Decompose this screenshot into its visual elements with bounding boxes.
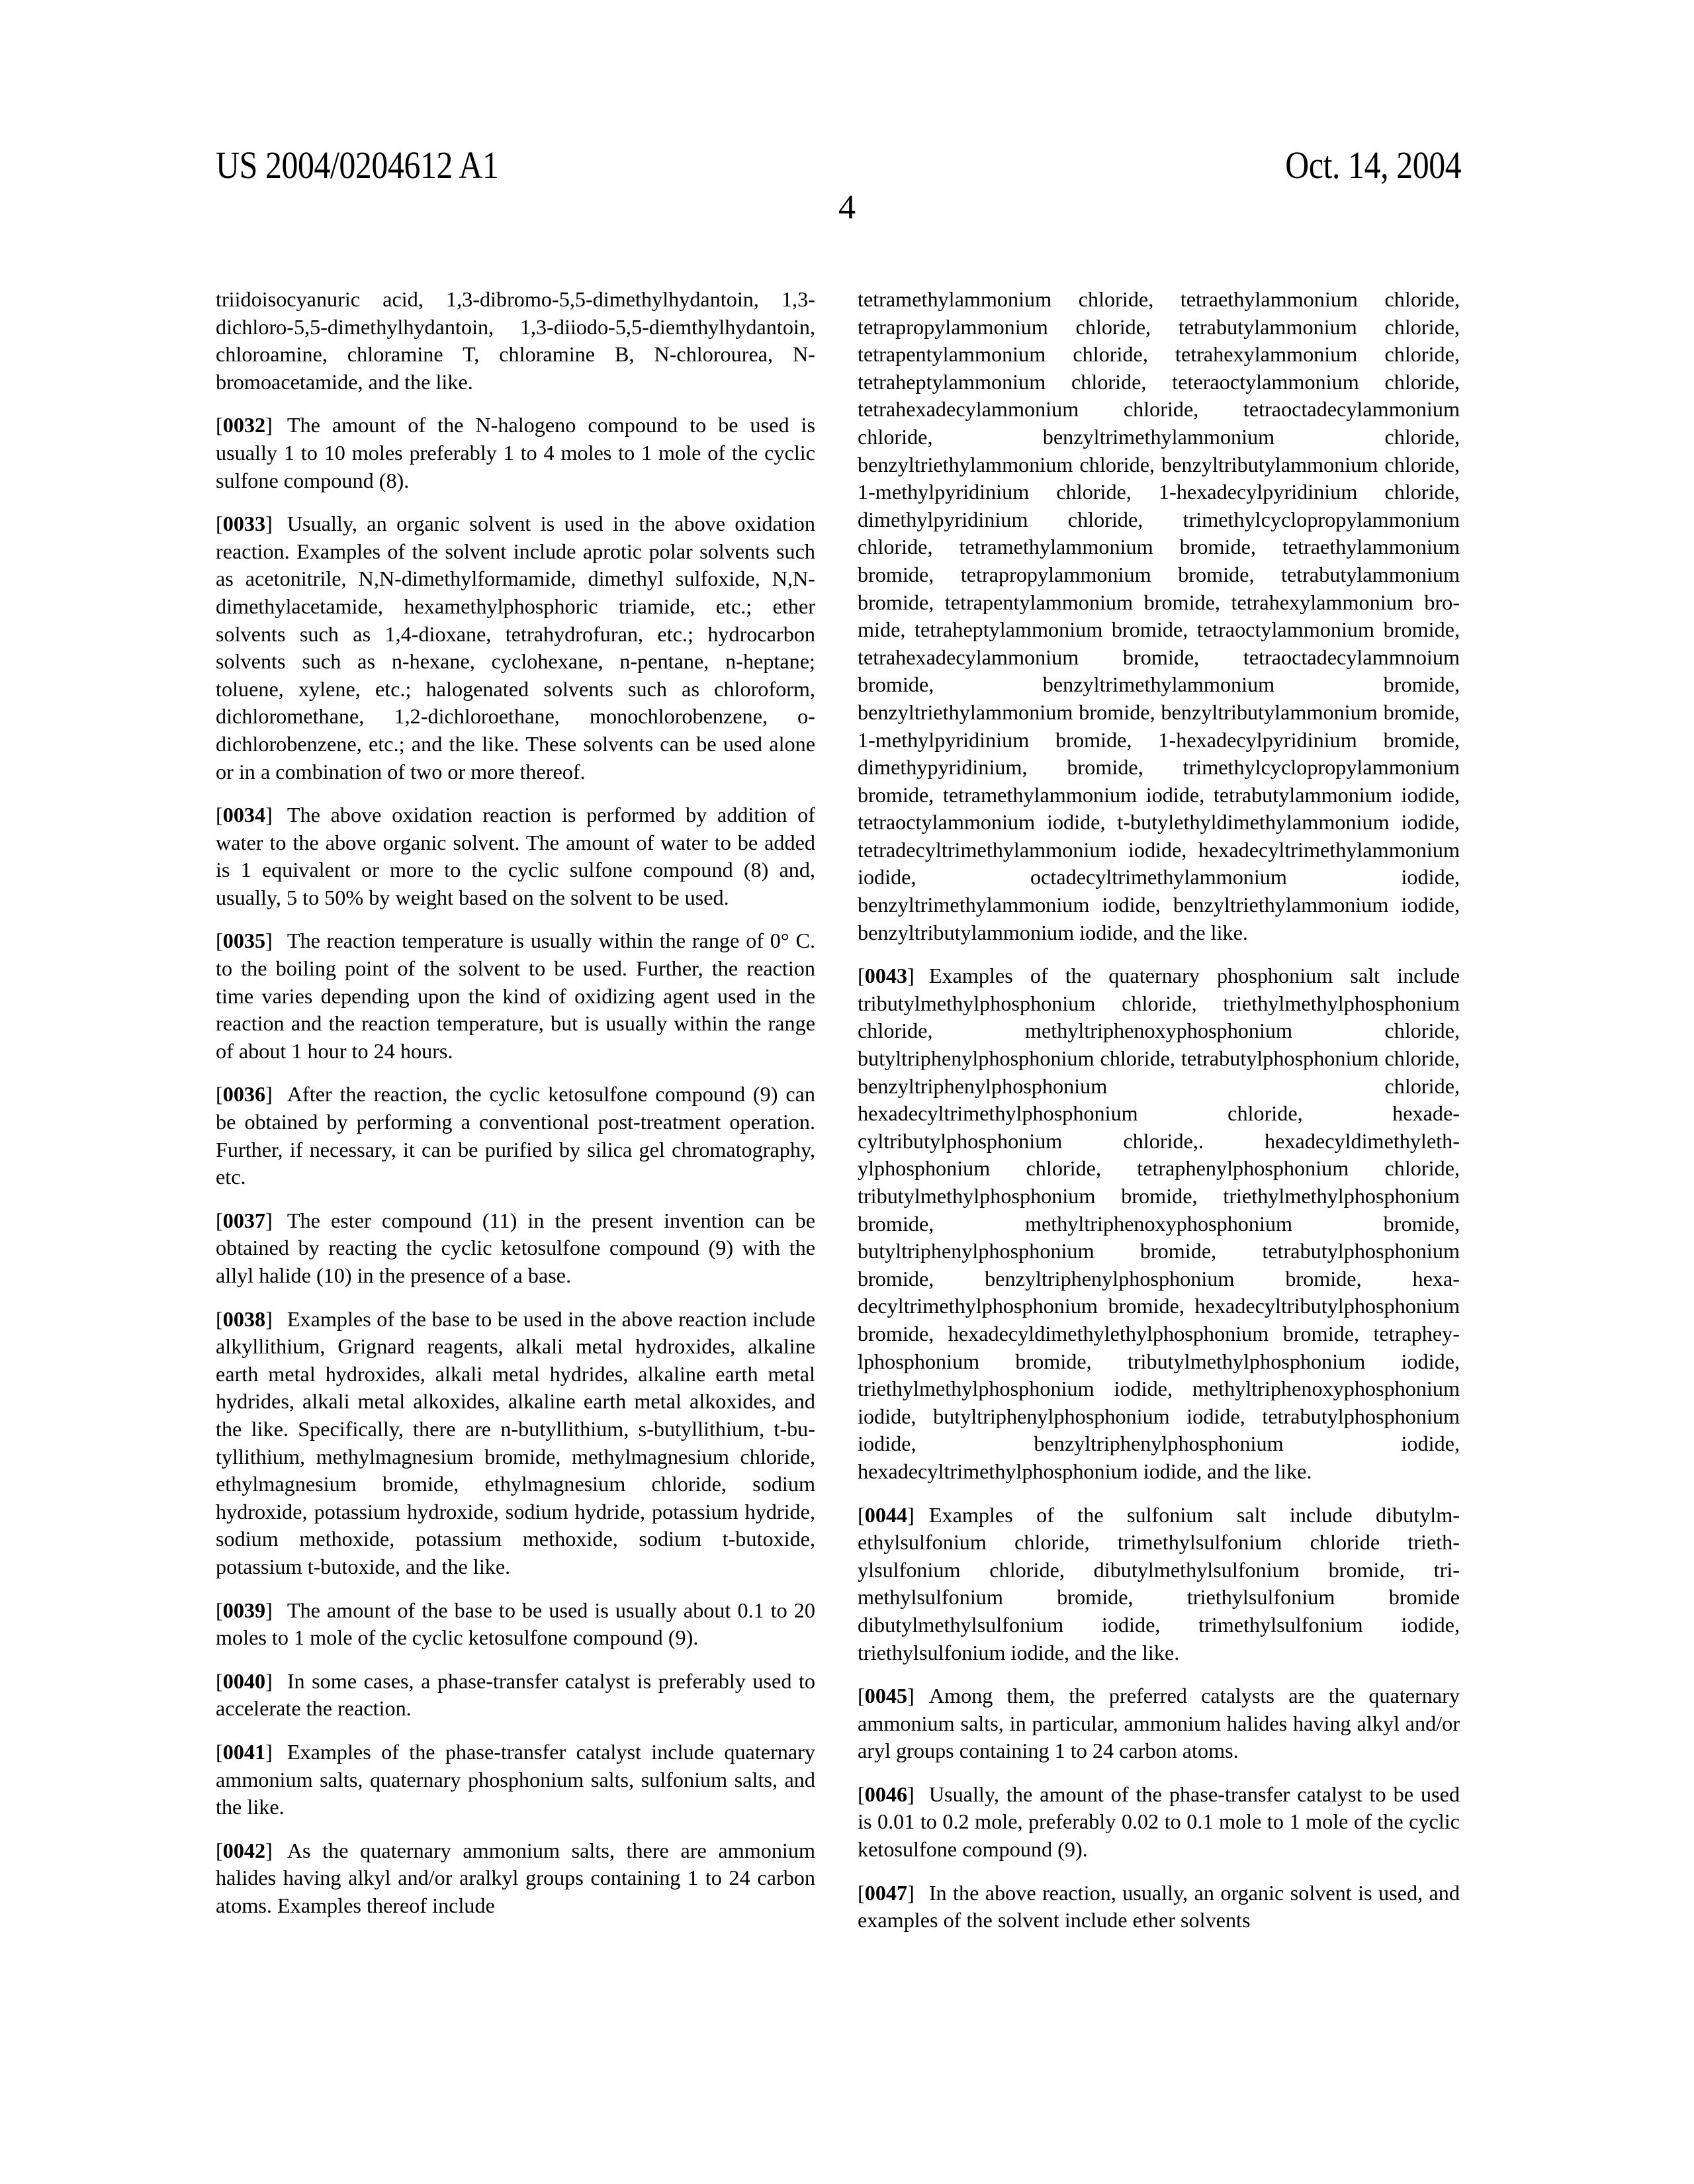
paragraph (216, 1081, 815, 1191)
paragraph-text: Examples of the base to be used in the above reaction include alkyllithium, Grignard reagents, alkali metal hydroxides, alkaline earth metal hydroxides, alkali metal hydrides, alkaline earth metal hydrides, alkali metal alkoxides, alkaline earth metal alkoxides, and the like. Specifically, there are n-butyllithium, s-butyllithium, t-butyllithium, methylmagnesium bromide, methylmagnesium chloride, ethylmagnesium bromide, ethylmagnesium chloride, sodium hydroxide, potassium hydroxide, sodium hydride, potassium hydride, sodium methoxide, potassium methoxide, sodium t-butoxide, potassium t-butoxide, and the like. (216, 1306, 815, 1578)
paragraph-number: [0044] (858, 1502, 914, 1527)
paragraph-number-value: 0044 (864, 1502, 908, 1527)
paragraph (858, 1682, 1460, 1765)
paragraph (858, 1880, 1460, 1934)
paragraph (216, 1306, 815, 1581)
right-column (858, 286, 1460, 1950)
paragraph-number: [0047] (858, 1880, 914, 1905)
paragraph-text: As the quaternary ammonium salts, there are ammonium halides having alkyl and/or aralkyl groups containing 1 to 24 carbon atoms. Examples thereof include (216, 1838, 815, 1917)
paragraph-number-value: 0043 (864, 964, 908, 988)
paragraph-text: After the reaction, the cyclic ketosulfone compound (9) can be obtained by performing a conventional post-treatment operation. Further, if necessary, it can be purified by silica gel chromatography, etc. (216, 1082, 815, 1189)
paragraph-number-value: 0036 (222, 1082, 266, 1107)
paragraph-text: triidoisocyanuric acid, 1,3-dibromo-5,5-dimethylhydantoin, 1,3-dichloro-5,5-dimethylhydantoin, 1,3-diiodo-5,5-diemthylhydantoin, chloroamine, chloramine T, chloramine B, N-chlorourea, N-bromoacetamide, and the like. (216, 287, 815, 394)
publication-number: US 2004/0204612 A1 (216, 144, 499, 187)
paragraph (216, 286, 815, 396)
paragraph-text: The ester compound (11) in the present invention can be obtained by reacting the cyclic ketosulfone compound (9) with the allyl halide (10) in the presence of a base. (216, 1208, 815, 1287)
paragraph-number-value: 0039 (222, 1598, 266, 1622)
paragraph-number: [0042] (216, 1838, 273, 1862)
paragraph-number-value: 0040 (222, 1668, 266, 1693)
paragraph (216, 1837, 815, 1920)
paragraph (216, 1207, 815, 1290)
paragraph-number-value: 0035 (222, 929, 266, 953)
paragraph-number-value: 0038 (222, 1306, 266, 1331)
paragraph-text: Examples of the quaternary phosphonium salt include tributylmethylphosphonium chloride, triethylmethylphosphonium chloride, methyltriphenoxyphosphonium chloride, butyltriphenylphosphonium chloride, tetrabutylphosphonium chloride, benzyltriphenylphosphonium chloride, hexadecyltrimethylphosphonium chloride, hexadecyltributylphosphonium chloride,. hexadecyldimethylethylphosphonium chloride, tetraphenylphosphonium chloride, tributylmethylphosphonium bromide, triethylmethylphosphonium bromide, methyltriphenoxyphosphonium bromide, butyltriphenylphosphonium bromide, tetrabutylphosphonium bromide, benzyltriphenylphosphonium bromide, hexadecyltrimethylphosphonium bromide, hexadecyltributylphosphonium bromide, hexadecyldimethylethylphosphonium bromide, tetrapheylphosphonium bromide, tributylmethylphosphonium iodide, triethylmethylphosphonium iodide, methyltriphenoxyphosphonium iodide, butyltriphenylphosphonium iodide, tetrabutylphosphonium iodide, benzyltriphenylphosphonium iodide, hexadecyltrimethylphosphonium iodide, and the like. (858, 964, 1460, 1483)
publication-date: Oct. 14, 2004 (1285, 144, 1461, 187)
paragraph-number-value: 0037 (222, 1208, 266, 1232)
paragraph-number: [0037] (216, 1208, 273, 1232)
paragraph-text: In some cases, a phase-transfer catalyst is preferably used to accelerate the reaction. (216, 1668, 815, 1721)
paragraph-number-value: 0033 (222, 512, 266, 536)
paragraph-number: [0034] (216, 803, 273, 827)
paragraph-number-value: 0041 (222, 1739, 266, 1764)
paragraph-number-value: 0046 (864, 1782, 908, 1806)
paragraph-text: Among them, the preferred catalysts are the quaternary ammonium salts, in particular, ammonium halides having alkyl and/or aryl groups containing 1 to 24 carbon atoms. (858, 1684, 1460, 1763)
paragraph-text: Examples of the phase-transfer catalyst include quaternary ammonium salts, quaternary phosphonium salts, sulfonium salts, and the like. (216, 1739, 815, 1819)
paragraph-text: tetramethylammonium chloride, tetraethylammonium chloride, tetrapropylammonium chloride, tetrabutylammonium chloride, tetrapentylammonium chloride, tetrahexylammonium chloride, tetraheptylammonium chloride, teteraoctylammonium chloride, tetrahexadecylammonium chloride, tetraoctadecylammonium chloride, benzyltrimethylammonium chloride, benzyltriethylammonium chloride, benzyltributylammonium chloride, 1-methylpyridinium chloride, 1-hexadecylpyridinium chloride, dimethylpyridinium chloride, trimethylcyclopropylammonium chloride, tetramethylammonium bromide, tetraethylammonium bromide, tetrapropylammonium bromide, tetrabutylammonium bromide, tetrapentylammonium bromide, tetrahexylammonium bromide, tetraheptylammonium bromide, tetraoctylammonium bromide, tetrahexadecylammonium bromide, tetraoctadecylammnoium bromide, benzyltrimethylammonium bromide, benzyltriethylammonium bromide, benzyltributylammonium bromide, 1-methylpyridinium bromide, 1-hexadecylpyridinium bromide, dimethypyridinium, bromide, trimethylcyclopropylammonium bromide, tetramethylammonium iodide, tetrabutylammonium iodide, tetraoctylammonium iodide, t-butylethyldimethylammonium iodide, tetradecyltrimethylammonium iodide, hexadecyltrimethylammonium iodide, octadecyltrimethylammonium iodide, benzyltrimethylammonium iodide, benzyltriethylammonium iodide, benzyltributylammonium iodide, and the like. (858, 287, 1460, 944)
paragraph-number: [0036] (216, 1082, 273, 1107)
paragraph-number-value: 0047 (864, 1880, 908, 1905)
paragraph-number-value: 0032 (222, 413, 266, 437)
paragraph-number: [0043] (858, 964, 914, 988)
paragraph-text: The above oxidation reaction is performed by addition of water to the above organic solvent. The amount of water to be added is 1 equivalent or more to the cyclic sulfone compound (8) and, usually, 5 to 50% by weight based on the solvent to be used. (216, 803, 815, 909)
paragraph-number-value: 0042 (222, 1838, 266, 1862)
paragraph-text: Usually, the amount of the phase-transfer catalyst to be used is 0.01 to 0.2 mole, preferably 0.02 to 0.1 mole to 1 mole of the cyclic ketosulfone compound (9). (858, 1782, 1460, 1862)
paragraph-number: [0033] (216, 512, 273, 536)
paragraph (858, 962, 1460, 1485)
paragraph (216, 1739, 815, 1821)
paragraph (858, 1502, 1460, 1667)
paragraph-number-value: 0034 (222, 803, 266, 827)
paragraph (216, 801, 815, 911)
paragraph-text: Usually, an organic solvent is used in the above oxidation reaction. Examples of the solvent include aprotic polar solvents such as acetonitrile, N,N-dimethylformamide, dimethyl sulfoxide, N,N-dimethylacetamide, hexamethylphosphoric triamide, etc.; ether solvents such as 1,4-​dioxane, tetrahydrofuran, etc.; hydrocarbon solvents such as n-hexane, cyclohexane, n-pentane, n-heptane; toluene, xylene, etc.; halogenated solvents such as chloroform, dichloromethane, 1,2-dichloroethane, monochlorobenzene, o-dichlorobenzene, etc.; and the like. These solvents can be used alone or in a combination of two or more thereof. (216, 512, 815, 784)
paragraph-number: [0035] (216, 929, 273, 953)
paragraph (216, 510, 815, 786)
paragraph-number: [0039] (216, 1598, 273, 1622)
paragraph-text: The amount of the N-halogeno compound to be used is usually 1 to 10 moles preferably 1 to 4 moles to 1 mole of the cyclic sulfone compound (8). (216, 413, 815, 492)
paragraph-text: Examples of the sulfonium salt include dibutylmethylsulfonium chloride, trimethylsulfonium chloride triethylsulfonium chloride, dibutylmethylsulfonium bromide, trimethylsulfonium bromide, triethylsulfonium bromide dibutylmethylsulfonium iodide, trimethylsulfonium iodide, triethylsulfonium iodide, and the like. (858, 1502, 1460, 1664)
paragraph-text: In the above reaction, usually, an organic solvent is used, and examples of the solvent include ether solvents (858, 1880, 1460, 1933)
paragraph (858, 1781, 1460, 1864)
paragraph-number: [0040] (216, 1668, 273, 1693)
page-number: 4 (838, 189, 856, 226)
left-column (216, 286, 815, 1935)
paragraph-number: [0041] (216, 1739, 273, 1764)
paragraph (216, 412, 815, 494)
paragraph-number: [0046] (858, 1782, 914, 1806)
paragraph-number: [0032] (216, 413, 273, 437)
paragraph-number: [0045] (858, 1684, 914, 1708)
paragraph (216, 1668, 815, 1723)
paragraph (216, 1597, 815, 1652)
paragraph (858, 286, 1460, 946)
paragraph (216, 927, 815, 1065)
paragraph-number-value: 0045 (864, 1684, 908, 1708)
paragraph-number: [0038] (216, 1306, 273, 1331)
paragraph-text: The amount of the base to be used is usually about 0.1 to 20 moles to 1 mole of the cyclic ketosulfone compound (9). (216, 1598, 815, 1650)
paragraph-text: The reaction temperature is usually within the range of 0° C. to the boiling point of the solvent to be used. Further, the reaction time varies depending upon the kind of oxidizing agent used in the reaction and the reaction temperature, but is usually within the range of about 1 hour to 24 hours. (216, 929, 815, 1063)
